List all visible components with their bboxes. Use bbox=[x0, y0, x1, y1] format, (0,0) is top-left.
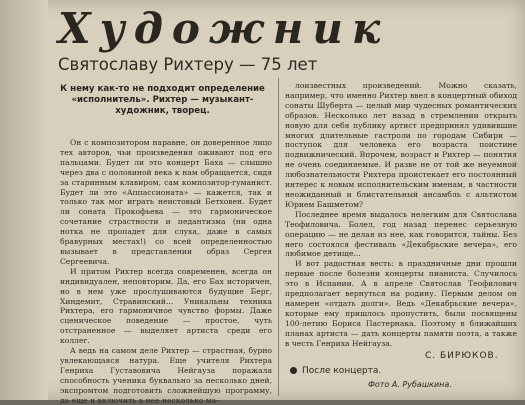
right-column bbox=[285, 81, 517, 348]
article-title: Художник bbox=[58, 4, 390, 53]
paragraph: И притом Рихтер всегда современен, всегда он индивидуален, неповторим. Да, его Бах историчен, но в нем уже прослушиваются будущие Берг, Хиндемит, Стравинский... Уникальны техника Рихтера, его гармоничное чувство формы. Даже сценическое поведение — простое, чуть отстраненное — выделяет артиста среди его коллег. bbox=[60, 266, 272, 346]
paragraph: И вот радостная весть: в праздничные дни прошли первые после болезни концерты пианиста. Случилось это в Испании. А в апреле Святослав Теофилович предполагает вернуться на родину. Первым делом он намерен «отдать долги». Ведь «Декабрьские вечера», которые ему пришлось пропустить, были посвящены 100-летию Бориса Пастернака. Поэтому в ближайших планах артиста — дать концерты памяти поэта, а также в честь Генриха Нейгауза. bbox=[285, 259, 517, 348]
photo-caption bbox=[290, 366, 381, 376]
left-column bbox=[60, 138, 272, 405]
article-lead: К нему как-то не подходит определение «исполнитель». Рихтер — музыкант-художник, творец. bbox=[60, 84, 265, 116]
author-signature: С. БИРЮКОВ. bbox=[425, 351, 499, 361]
paragraph: Он с композитором наравне, он доверенное лицо тех авторов, чьи произведения оживают под его пальцами. Будет ли это концерт Баха — слышно через два с половиной века к нам обращается, сидя за старинным клавиром, сам композитор-гуманист. Будет ли это «Аппассионата» — кажется, так и только так мог играть неистовый Бетховен. Будет ли соната Прокофьева — это гармоническое сочетание страстности и педантизма (ни одна нотка не пропадет для слуха, даже в самых бравурных местах!) со всей определенностью вызывает в представлении образ Сергея Сергеевича. bbox=[60, 138, 272, 266]
article-subtitle: Святославу Рихтеру — 75 лет bbox=[58, 55, 318, 74]
bullet-icon bbox=[290, 367, 297, 374]
paragraph: лоизвестных произведений. Можно сказать, например, что именно Рихтер ввел в концертный обиход сонаты Шуберта — целый мир чудесных романтических образов. Несколько лет назад в стремлении открыть новую для себя публику артист предпринял удивившие многих длительные гастроли по городам Сибири — поступок для человека его возраста поистине подвижнический. Впрочем, возраст и Рихтер — понятия не очень соединяемые. И разве не от той же неуемной любознательности Рихтера проистекает его постоянный интерес к новым исполнительским именам, в частности неожиданный и блистательный ансамбль с альтистом Юрием Башметом? bbox=[285, 81, 517, 209]
paragraph: А ведь на самом деле Рихтер — страстная, бурно увлекающаяся натура. Еще учителя Рихтера Генриха Густавовича Нейгауза поражала способность ученика буквально за несколько дней, экспромтом подготовить сложнейшую программу, да еще и включить в нее несколько ма- bbox=[60, 346, 272, 405]
paper-fold-edge bbox=[0, 0, 48, 400]
paragraph: Последнее время выдалось нелегким для Святослава Теофиловича. Болел, год назад перенес серьезную операцию — не делая из нее, как говорится, тайны. Без него состоялся фестиваль «Декабрьские вечера», его любимое детище... bbox=[285, 209, 517, 259]
column-divider bbox=[278, 78, 279, 396]
caption-text: После концерта. bbox=[302, 366, 382, 376]
photo-credit: Фото А. Рубашкина. bbox=[368, 380, 452, 389]
